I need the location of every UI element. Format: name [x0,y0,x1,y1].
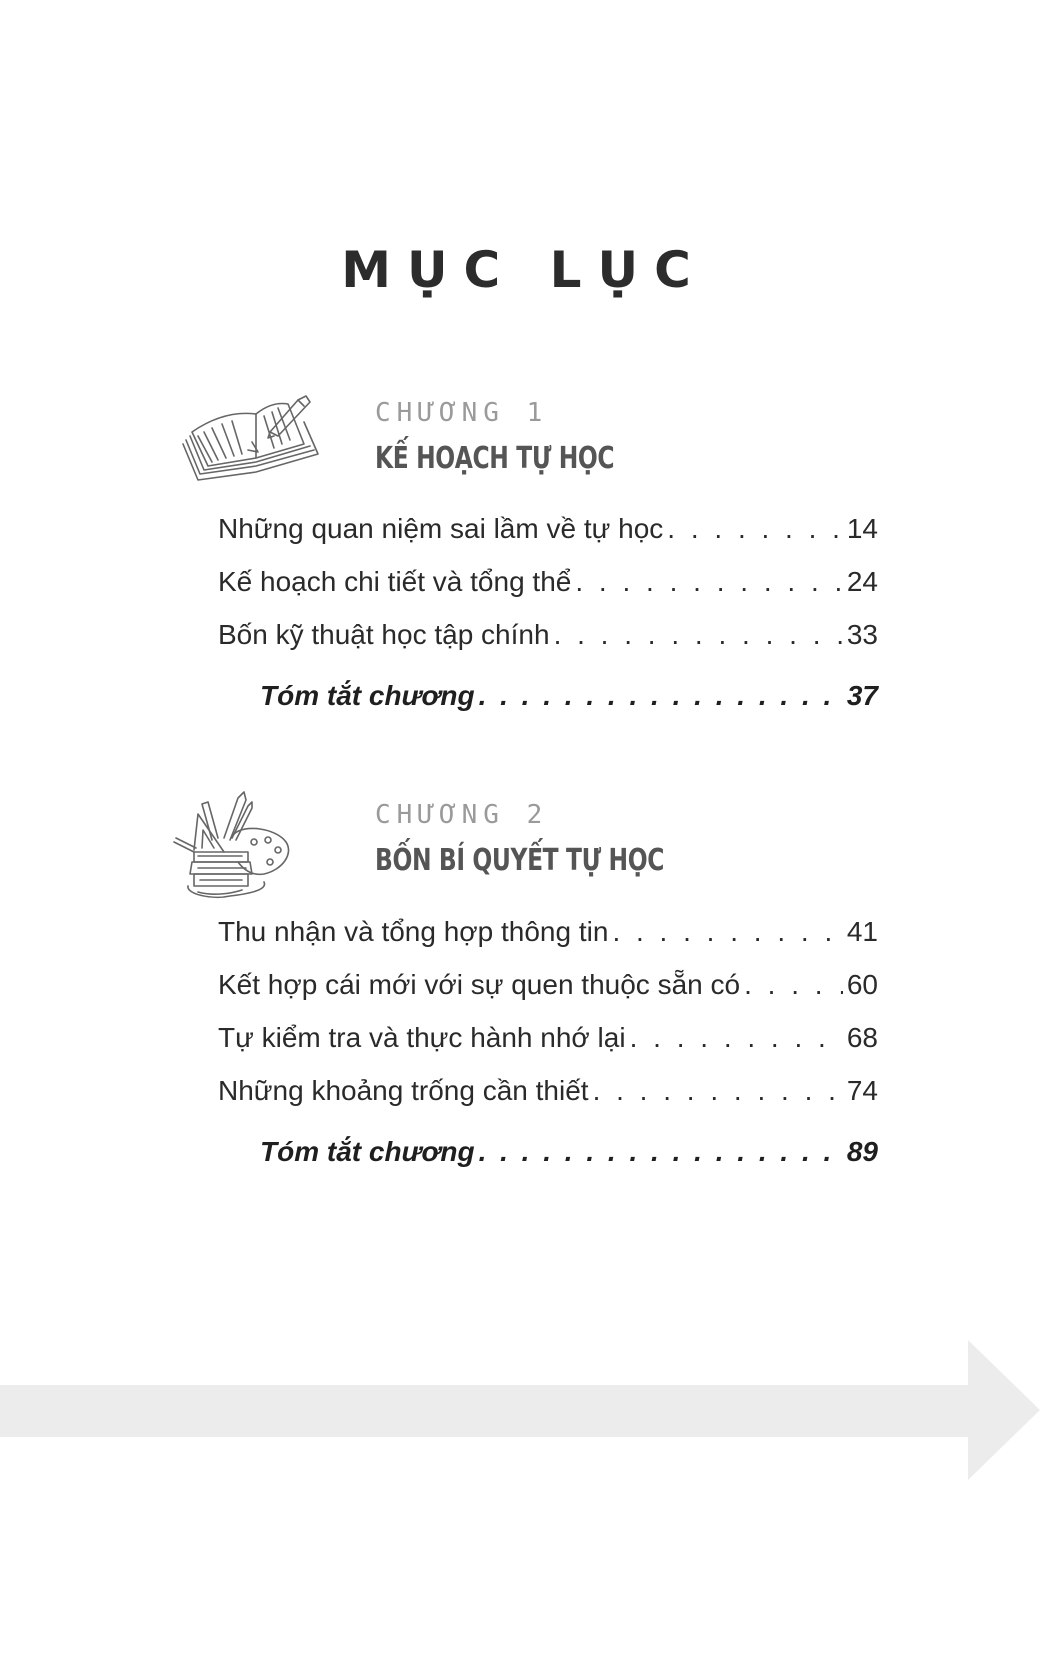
dot-leader [612,915,842,949]
toc-entry[interactable] [218,618,878,671]
right-arrow-icon [0,1340,1048,1485]
toc-entry-label: Kết hợp cái mới với sự quen thuộc sẵn có [218,969,741,1000]
chapter-1-entries [218,512,878,732]
toc-entry-page: 68 [846,1022,878,1053]
chapter-2-heading [375,800,745,879]
dot-leader [479,679,843,713]
art-supplies-books-icon [172,790,302,907]
toc-entry[interactable] [218,968,878,1021]
toc-entry[interactable] [218,915,878,968]
chapter-1-title: KẾ HOẠCH TỰ HỌC [375,441,615,477]
toc-summary-entry[interactable] [218,1135,878,1188]
toc-entry[interactable] [218,1074,878,1127]
dot-leader [479,1135,843,1169]
dot-leader [630,1021,843,1055]
open-book-pencil-icon [178,392,326,497]
dot-leader [744,968,843,1002]
chapter-2-title: BỐN BÍ QUYẾT TỰ HỌC [375,843,664,879]
toc-entry-page: 60 [846,969,878,1000]
page-title: MỤC LỤC [341,241,707,299]
toc-entry-label: Kế hoạch chi tiết và tổng thể [218,566,572,597]
toc-entry-page: 14 [846,513,878,544]
dot-leader [593,1074,843,1108]
toc-entry-label: Tóm tắt chương [260,680,475,711]
toc-entry-page: 24 [846,566,878,597]
toc-entry-page: 74 [846,1075,878,1106]
toc-entry-label: Tóm tắt chương [260,1136,475,1167]
toc-summary-entry[interactable] [218,679,878,732]
toc-entry[interactable] [218,565,878,618]
toc-entry-page: 33 [846,619,878,650]
toc-entry-label: Những khoảng trống cần thiết [218,1075,589,1106]
chapter-2-entries [218,915,878,1188]
dot-leader [667,512,843,546]
toc-entry-page: 37 [846,680,878,711]
chapter-1-heading [375,398,682,477]
toc-entry-page: 41 [846,916,878,947]
toc-entry-label: Bốn kỹ thuật học tập chính [218,619,550,650]
toc-entry-page: 89 [846,1136,878,1167]
toc-entry[interactable] [218,512,878,565]
dot-leader [575,565,842,599]
toc-entry-label: Thu nhận và tổng hợp thông tin [218,916,609,947]
toc-entry-label: Tự kiểm tra và thực hành nhớ lại [218,1022,626,1053]
toc-entry-label: Những quan niệm sai lầm về tự học [218,513,664,544]
chapter-1-label: CHƯƠNG 1 [375,398,549,428]
chapter-2-label: CHƯƠNG 2 [375,800,549,830]
toc-entry[interactable] [218,1021,878,1074]
dot-leader [554,618,843,652]
